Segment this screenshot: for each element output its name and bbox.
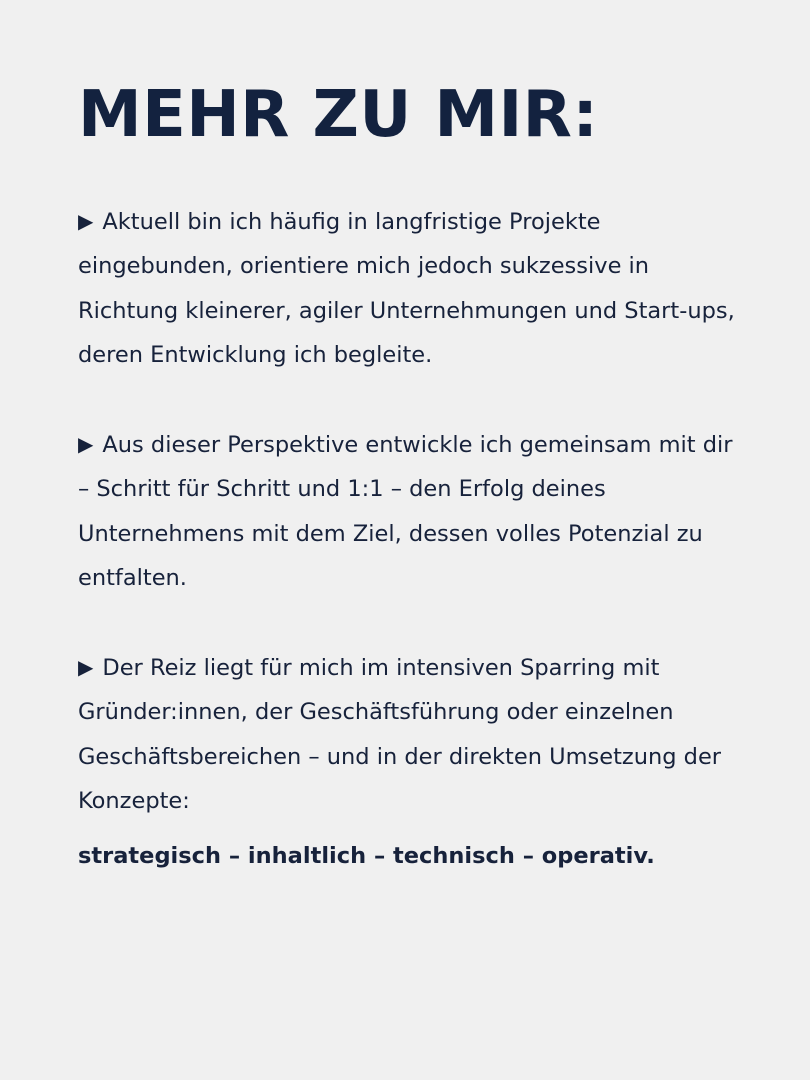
bullet-triangle-icon: ▶ — [78, 431, 94, 456]
bullet-triangle-icon: ▶ — [78, 208, 94, 233]
paragraph-1-text: Aktuell bin ich häufig in langfristige Projekte eingebunden, orientiere mich jedoch sukzessive in Richtung kleinerer, agiler Unternehmungen und Start-ups, deren Entwicklung ich begleite. — [78, 208, 735, 369]
bullet-triangle-icon: ▶ — [78, 654, 94, 679]
about-paragraphs — [78, 200, 750, 879]
paragraph-2 — [78, 423, 750, 601]
paragraph-3-text: Der Reiz liegt für mich im intensiven Sparring mit Gründer:innen, der Geschäftsführung oder einzelnen Geschäftsbereichen – und in der direkten Umsetzung der Konzepte: — [78, 654, 722, 815]
paragraph-1 — [78, 200, 750, 378]
paragraph-2-text: Aus dieser Perspektive entwickle ich gemeinsam mit dir – Schritt für Schritt und 1:1 – den Erfolg deines Unternehmens mit dem Ziel, dessen volles Potenzial zu entfalten. — [78, 431, 733, 592]
page-title: MEHR ZU MIR: — [78, 78, 599, 152]
summary-line: strategisch – inhaltlich – technisch – operativ. — [78, 842, 655, 869]
paragraph-3 — [78, 646, 750, 824]
